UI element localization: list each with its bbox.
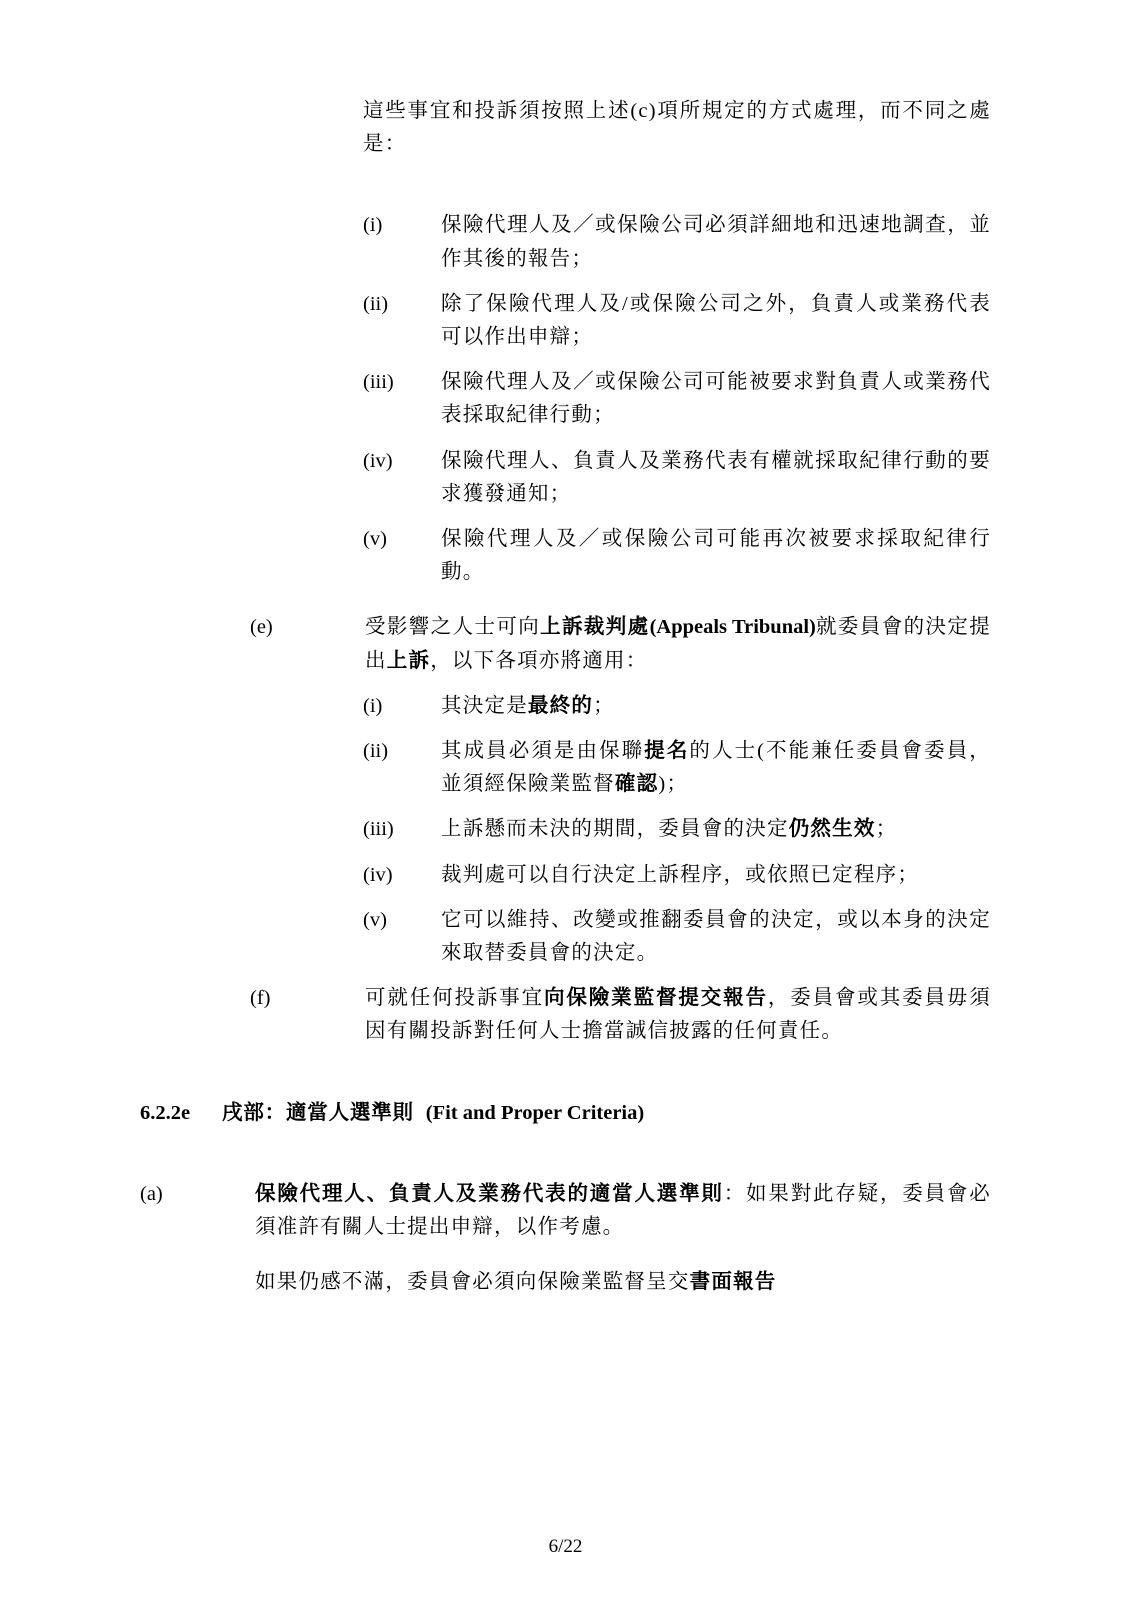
list-marker: (i) [363,214,383,237]
page-number: 6/22 [548,1536,583,1557]
section-title-latin: (Fit and Proper Criteria) [425,1101,645,1124]
clause-text-part: ，委員會或其委員毋須因有關投訴對任何人士擔當誠信披露的任何責任。 [365,987,991,1043]
list-text-part: 的人士(不能兼任委員會委員，並須經保險業監督 [441,740,992,796]
clause-text-bold: 保險代理人、負責人及業務代表的適當人選準則 [255,1182,724,1205]
list-text: 保險代理人及／或保險公司可能被要求對負責人或業務代表採取紀律行動； [441,371,991,427]
clause-text-bold: 上訴裁判處 [540,616,650,639]
clause-text [365,611,991,677]
spacer [140,892,991,904]
list-item [363,690,991,723]
clause-marker: (e) [250,616,273,639]
list-text: 除了保險代理人及/或保險公司之外，負責人或業務代表可以作出申辯； [441,292,991,349]
list-text-bold: 確認 [614,773,659,796]
list-marker: (iii) [363,818,394,841]
list-item [363,366,991,432]
list-item [363,813,991,846]
list-text-part: )； [658,773,689,796]
spacer [140,276,991,288]
list-item [363,735,991,801]
list-text-bold: 最終的 [527,694,594,717]
list-item [363,523,991,589]
list-marker: (v) [363,528,387,551]
list-text-part: ； [593,694,615,717]
list-text: 保險代理人、負責人及業務代表有權就採取紀律行動的要求獲發通知； [441,449,991,505]
list-marker: (ii) [363,292,389,315]
list-text [441,735,991,801]
spacer [140,847,991,859]
spacer [140,1244,991,1266]
clause-text-part: 就委員會的決定提出 [365,616,991,672]
clause-text-part: ：如果對此存疑，委員會必須准許有關人士提出申辯，以作考慮。 [255,1182,991,1239]
clause-a-paragraph-2 [255,1266,991,1299]
clause-text-part: 可就任何投訴事宜 [365,987,545,1010]
section-title-cjk: 戌部：適當人選準則 [222,1101,414,1124]
spacer [140,1130,991,1178]
list-text: 它可以維持、改變或推翻委員會的決定，或以本身的決定來取替委員會的決定。 [441,908,991,965]
list-text [441,813,991,846]
list-text-part: 其成員必須是由保聯 [441,740,645,763]
document-body [140,95,991,1299]
clause-marker: (a) [140,1182,163,1205]
list-item [363,288,991,354]
list-text: 保險代理人及／或保險公司必須詳細地和迅速地調查，並作其後的報告； [441,214,991,270]
list-marker: (iv) [363,863,393,886]
spacer [140,678,991,690]
paragraph-bold: 書面報告 [689,1271,777,1294]
clause-item-a [140,1178,991,1244]
spacer [140,1049,991,1097]
spacer [140,354,991,366]
spacer [140,433,991,445]
list-text-bold: 提名 [644,740,690,763]
clause-marker: (f) [250,987,271,1010]
list-text-part: ； [875,818,898,841]
clause-text-bold: 向保險業監督提交報告 [544,987,768,1010]
list-text: 保險代理人及／或保險公司可能再次被要求採取紀律行動。 [441,528,991,584]
clause-item-f [250,982,991,1048]
spacer [140,511,991,523]
list-text-part: 其決定是 [441,694,528,717]
spacer [140,161,991,209]
clause-text-bold-latin: (Appeals Tribunal) [649,616,816,639]
spacer [140,801,991,813]
list-marker: (i) [363,694,383,717]
spacer [140,970,991,982]
list-marker: (iv) [363,449,393,472]
spacer [140,589,991,611]
clause-item-e [250,611,991,677]
page-footer [0,1536,1131,1558]
intro-paragraph: 這些事宜和投訴須按照上述(c)項所規定的方式處理，而不同之處是： [363,100,991,156]
list-marker: (ii) [363,740,389,763]
section-heading [140,1097,991,1130]
section-title [222,1097,991,1130]
clause-text-part: ，以下各項亦將適用： [430,649,648,672]
list-text-part: 上訴懸而未決的期間，委員會的決定 [441,818,789,841]
clause-text [365,982,991,1048]
list-text [441,690,991,723]
clause-text-bold: 上訴 [386,649,431,672]
list-item [363,904,991,970]
section-number: 6.2.2e [140,1101,191,1124]
list-item [363,209,991,275]
clause-text-part: 受影響之人士可向 [365,616,541,639]
list-marker: (iii) [363,371,394,394]
list-text-bold: 仍然生效 [788,818,876,841]
clause-text [255,1178,991,1244]
spacer [140,723,991,735]
list-marker: (v) [363,908,387,931]
list-item [363,859,991,892]
list-text: 裁判處可以自行決定上訴程序，或依照已定程序； [441,863,920,886]
paragraph-text: 如果仍感不滿，委員會必須向保險業監督呈交 [255,1271,690,1294]
list-item [363,445,991,511]
